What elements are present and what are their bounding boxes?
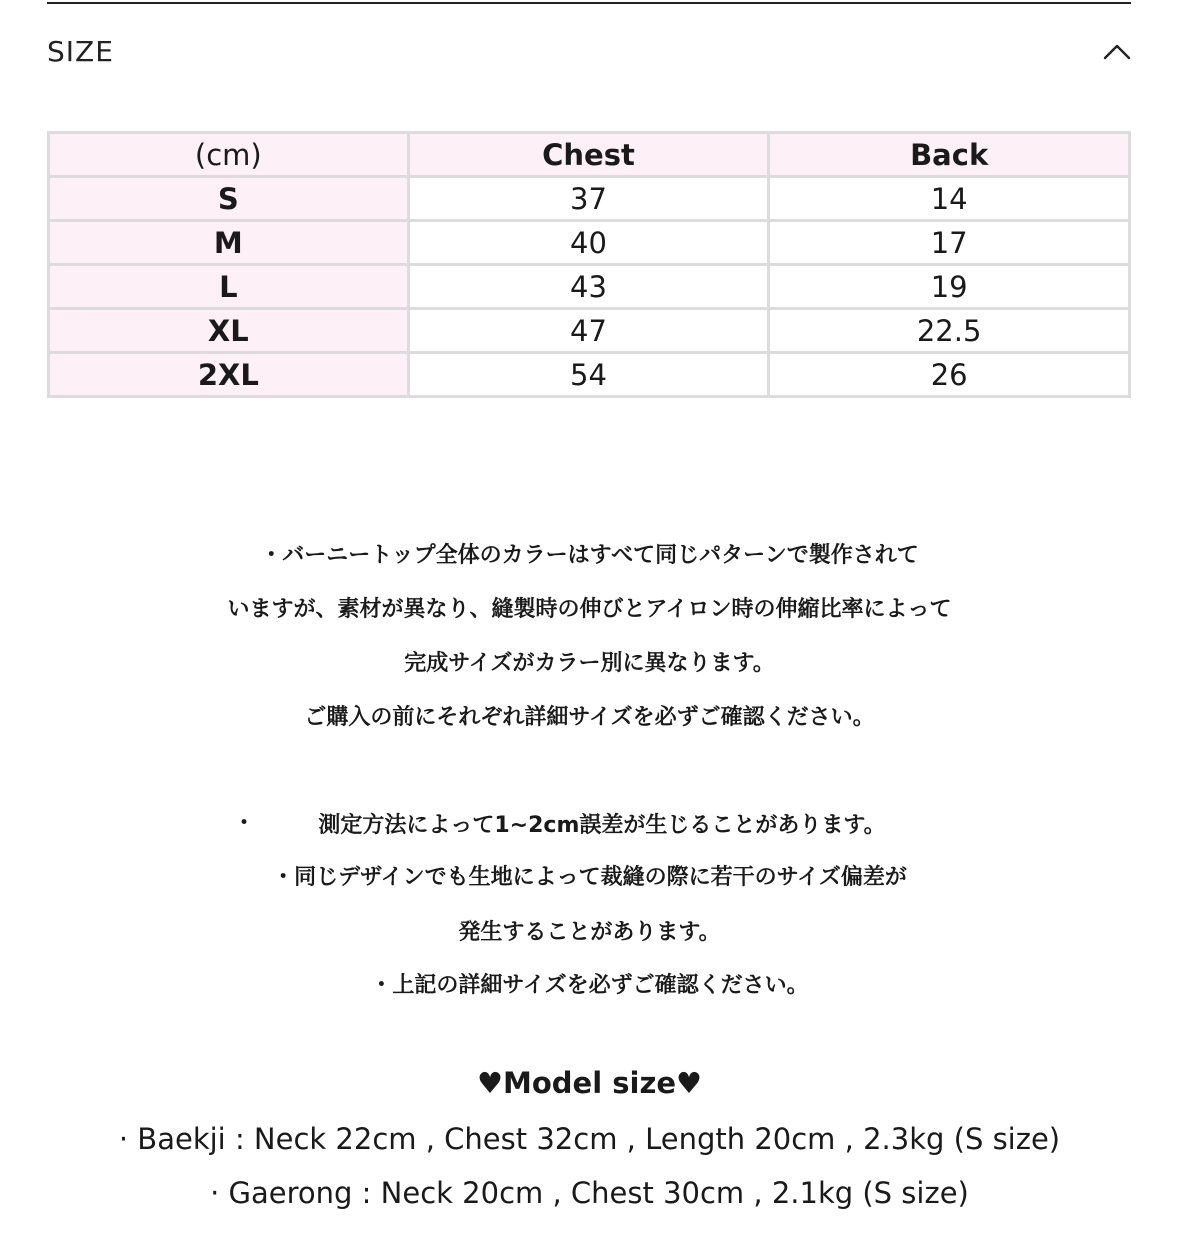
note-line: 測定方法によって1~2cm誤差が生じることがあります。 [318, 813, 886, 838]
model-line: · Gaerong : Neck 20cm , Chest 30cm , 2.1kg (S size) [210, 1176, 969, 1210]
size-section-header[interactable] [47, 26, 1131, 76]
section-title: SIZE [47, 34, 114, 68]
model-size-title: ♥Model size♥ [477, 1066, 702, 1100]
table-row [49, 265, 1130, 309]
table-header-row [49, 133, 1130, 177]
chest-value: 37 [408, 177, 769, 221]
size-label: S [49, 177, 409, 221]
collapse-button[interactable] [1097, 31, 1137, 71]
note-line: 完成サイズがカラー別に異なります。 [404, 651, 775, 676]
chest-value: 54 [408, 353, 769, 397]
back-value: 26 [769, 353, 1130, 397]
top-divider [47, 2, 1131, 4]
note-line: 発生することがあります。 [458, 920, 721, 945]
table-row [49, 309, 1130, 353]
size-label: XL [49, 309, 409, 353]
chest-value: 47 [408, 309, 769, 353]
back-value: 17 [769, 221, 1130, 265]
note-line: ・上記の詳細サイズを必ずご確認ください。 [370, 973, 809, 998]
model-line: · Baekji : Neck 22cm , Chest 32cm , Length 20cm , 2.3kg (S size) [118, 1122, 1061, 1156]
table-row [49, 353, 1130, 397]
back-value: 19 [769, 265, 1130, 309]
table-row [49, 177, 1130, 221]
size-label: L [49, 265, 409, 309]
size-label: 2XL [49, 353, 409, 397]
size-chart-table [47, 131, 1131, 398]
chest-value: 43 [408, 265, 769, 309]
header-unit: (cm) [49, 133, 409, 177]
note-line: ・同じデザインでも生地によって裁縫の際に若干のサイズ偏差が [272, 865, 907, 890]
size-label: M [49, 221, 409, 265]
back-value: 14 [769, 177, 1130, 221]
header-back: Back [769, 133, 1130, 177]
note-line: ・バーニートップ全体のカラーはすべて同じパターンで製作されて [260, 543, 919, 568]
back-value: 22.5 [769, 309, 1130, 353]
note-line: いますが、素材が異なり、縫製時の伸びとアイロン時の伸縮比率によって [227, 597, 952, 622]
chest-value: 40 [408, 221, 769, 265]
chevron-up-icon [1103, 42, 1131, 60]
bullet-dot: ・ [233, 811, 256, 836]
table-row [49, 221, 1130, 265]
header-chest: Chest [408, 133, 769, 177]
note-line: ご購入の前にそれぞれ詳細サイズを必ずご確認ください。 [304, 705, 875, 730]
